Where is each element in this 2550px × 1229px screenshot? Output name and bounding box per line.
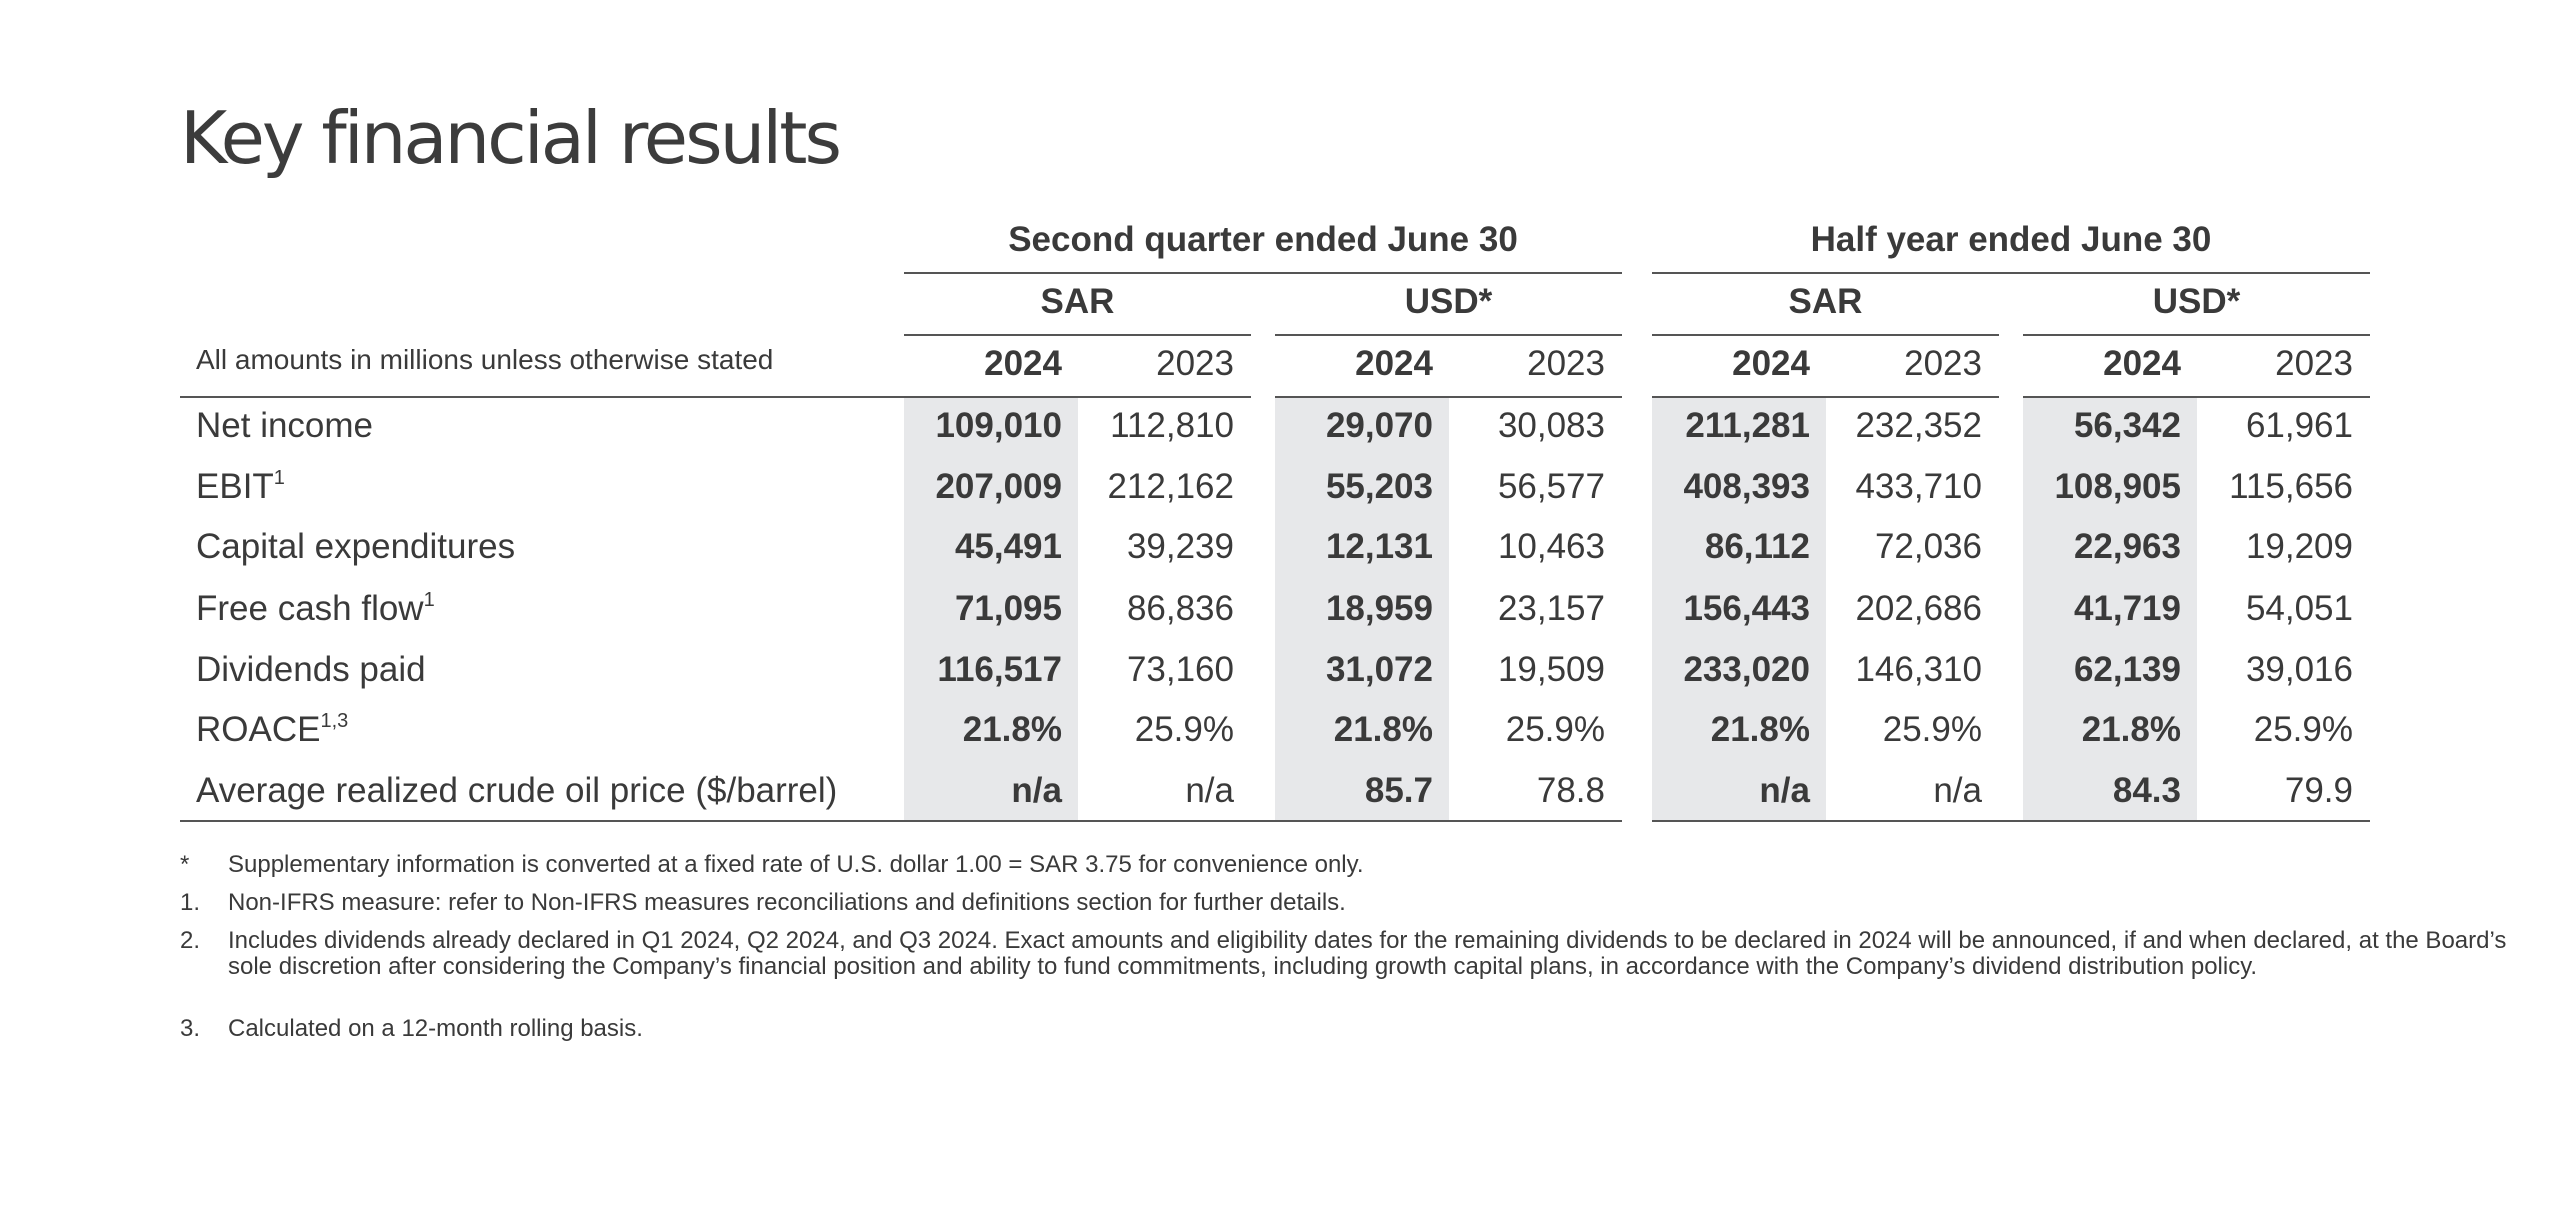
row-label-text: Free cash flow xyxy=(196,589,424,628)
footnote-text: Includes dividends already declared in Q1 2024, Q2 2024, and Q3 2024. Exact amounts and eligibility dates for the remaining dividends to be declared in 2024 will be announced, if and when declared, at the Board’s sole discretion after considering the Company’s financial position and ability to fund commitments, including growth capital plans, in accordance with the Company’s dividend distribution policy. xyxy=(228,927,2507,980)
table-cell: 21.8% xyxy=(1710,710,1810,749)
footnote-text: Supplementary information is converted at a fixed rate of U.S. dollar 1.00 = SAR 3.75 for convenience only. xyxy=(228,851,1364,878)
footnote-text: Calculated on a 12-month rolling basis. xyxy=(228,1015,643,1042)
rule-currency-h-sar xyxy=(1652,334,1999,336)
table-cell: 61,961 xyxy=(2245,406,2353,445)
row-label-text: Dividends paid xyxy=(196,650,426,689)
rule-currency-h-usd xyxy=(2023,334,2370,336)
table-cell: 78.8 xyxy=(1536,771,1605,810)
table-cell: 18,959 xyxy=(1325,589,1433,628)
footnote-mark: 3. xyxy=(180,1015,201,1042)
table-cell: 30,083 xyxy=(1497,406,1605,445)
table-cell: 25.9% xyxy=(2253,710,2353,749)
footnote-mark: 2. xyxy=(180,927,201,954)
table-cell: 232,352 xyxy=(1855,406,1982,445)
table-cell: n/a xyxy=(1759,771,1810,810)
rule-bottom-q xyxy=(904,820,1622,822)
year-header: 2024 xyxy=(1355,344,1433,383)
table-cell: n/a xyxy=(1185,771,1234,810)
year-header: 2024 xyxy=(1732,344,1810,383)
group-header-quarter: Second quarter ended June 30 xyxy=(1008,220,1518,259)
rule-header-q-sar xyxy=(904,396,1251,398)
rule-group-half-year xyxy=(1652,272,2370,274)
row-label-roace xyxy=(196,710,348,750)
row-label-dividends-paid xyxy=(196,650,426,690)
table-cell: 202,686 xyxy=(1855,589,1982,628)
table-cell: 25.9% xyxy=(1505,710,1605,749)
table-cell: 39,016 xyxy=(2245,650,2353,689)
table-cell: 56,342 xyxy=(2073,406,2181,445)
footnote xyxy=(180,852,2520,878)
table-cell: 85.7 xyxy=(1364,771,1433,810)
table-cell: 21.8% xyxy=(1333,710,1433,749)
rule-header-q-usd xyxy=(1275,396,1622,398)
table-cell: 84.3 xyxy=(2112,771,2181,810)
footnote-ref: 1 xyxy=(423,589,435,611)
table-cell: 72,036 xyxy=(1874,527,1982,566)
rule-header-h-usd xyxy=(2023,396,2370,398)
footnote xyxy=(180,890,2520,916)
row-label-ebit xyxy=(196,467,285,507)
footnote-mark: * xyxy=(180,851,190,878)
table-cell: 23,157 xyxy=(1497,589,1605,628)
row-label-text: Average realized crude oil price ($/barrel) xyxy=(196,771,838,810)
table-cell: 12,131 xyxy=(1325,527,1433,566)
footnote-text: Non-IFRS measure: refer to Non-IFRS measures reconciliations and definitions section for further details. xyxy=(228,889,1346,916)
table-cell: 31,072 xyxy=(1325,650,1433,689)
table-cell: 45,491 xyxy=(954,527,1062,566)
table-cell: 22,963 xyxy=(2073,527,2181,566)
table-cell: 109,010 xyxy=(935,406,1062,445)
row-label-text: EBIT xyxy=(196,467,274,506)
footnote xyxy=(180,1016,2520,1042)
year-header: 2023 xyxy=(1156,344,1234,383)
rule-group-quarter xyxy=(904,272,1622,274)
row-label-text: ROACE xyxy=(196,710,321,749)
table-cell: 55,203 xyxy=(1325,467,1433,506)
table-cell: 112,810 xyxy=(1110,406,1234,445)
table-cell: 211,281 xyxy=(1685,406,1810,445)
table-cell: 108,905 xyxy=(2054,467,2181,506)
rule-bottom-h xyxy=(1652,820,2370,822)
table-cell: 41,719 xyxy=(2073,589,2181,628)
row-label-free-cash-flow xyxy=(196,589,435,629)
rule-currency-q-sar xyxy=(904,334,1251,336)
table-cell: 115,656 xyxy=(2229,467,2353,506)
table-cell: 21.8% xyxy=(962,710,1062,749)
footnote-ref: 1,3 xyxy=(320,710,349,732)
table-cell: 146,310 xyxy=(1855,650,1982,689)
currency-header-h-usd: USD* xyxy=(2152,282,2241,321)
table-cell: 10,463 xyxy=(1497,527,1605,566)
table-cell: 408,393 xyxy=(1683,467,1810,506)
table-cell: 116,517 xyxy=(937,650,1062,689)
table-cell: 39,239 xyxy=(1126,527,1234,566)
table-cell: n/a xyxy=(1011,771,1062,810)
year-header: 2024 xyxy=(2103,344,2181,383)
row-label-text: Net income xyxy=(196,406,374,445)
table-cell: 233,020 xyxy=(1683,650,1810,689)
table-cell: 56,577 xyxy=(1497,467,1605,506)
year-header: 2023 xyxy=(1904,344,1982,383)
table-cell: 21.8% xyxy=(2081,710,2181,749)
row-label-crude-oil-price xyxy=(196,771,837,811)
page-title: Key financial results xyxy=(180,96,839,180)
table-cell: 212,162 xyxy=(1107,467,1234,506)
table-cell: 86,836 xyxy=(1126,589,1234,628)
rule-bottom-label xyxy=(180,820,904,822)
table-cell: 62,139 xyxy=(2073,650,2181,689)
table-cell: n/a xyxy=(1933,771,1982,810)
rule-header-label xyxy=(180,396,904,398)
currency-header-q-usd: USD* xyxy=(1404,282,1493,321)
table-cell: 29,070 xyxy=(1325,406,1433,445)
footnote xyxy=(180,928,2520,1008)
row-label-capital-expenditures xyxy=(196,527,515,567)
table-cell: 71,095 xyxy=(954,589,1062,628)
amounts-note: All amounts in millions unless otherwise stated xyxy=(196,344,774,375)
group-header-half-year: Half year ended June 30 xyxy=(1810,220,2212,259)
currency-header-q-sar: SAR xyxy=(1040,282,1115,321)
year-header: 2024 xyxy=(984,344,1062,383)
row-label-text: Capital expenditures xyxy=(196,527,516,566)
table-cell: 19,509 xyxy=(1497,650,1605,689)
table-cell: 79.9 xyxy=(2284,771,2353,810)
table-cell: 433,710 xyxy=(1855,467,1982,506)
table-cell: 25.9% xyxy=(1882,710,1982,749)
table-cell: 156,443 xyxy=(1683,589,1810,628)
year-header: 2023 xyxy=(2275,344,2353,383)
row-label-net-income xyxy=(196,406,373,446)
table-cell: 25.9% xyxy=(1134,710,1234,749)
footnote-ref: 1 xyxy=(273,467,285,489)
table-cell: 19,209 xyxy=(2245,527,2353,566)
year-header: 2023 xyxy=(1527,344,1605,383)
rule-header-h-sar xyxy=(1652,396,1999,398)
currency-header-h-sar: SAR xyxy=(1788,282,1863,321)
table-cell: 73,160 xyxy=(1126,650,1234,689)
footnote-mark: 1. xyxy=(180,889,201,916)
rule-currency-q-usd xyxy=(1275,334,1622,336)
table-cell: 86,112 xyxy=(1704,527,1810,566)
table-cell: 207,009 xyxy=(935,467,1062,506)
table-cell: 54,051 xyxy=(2245,589,2353,628)
